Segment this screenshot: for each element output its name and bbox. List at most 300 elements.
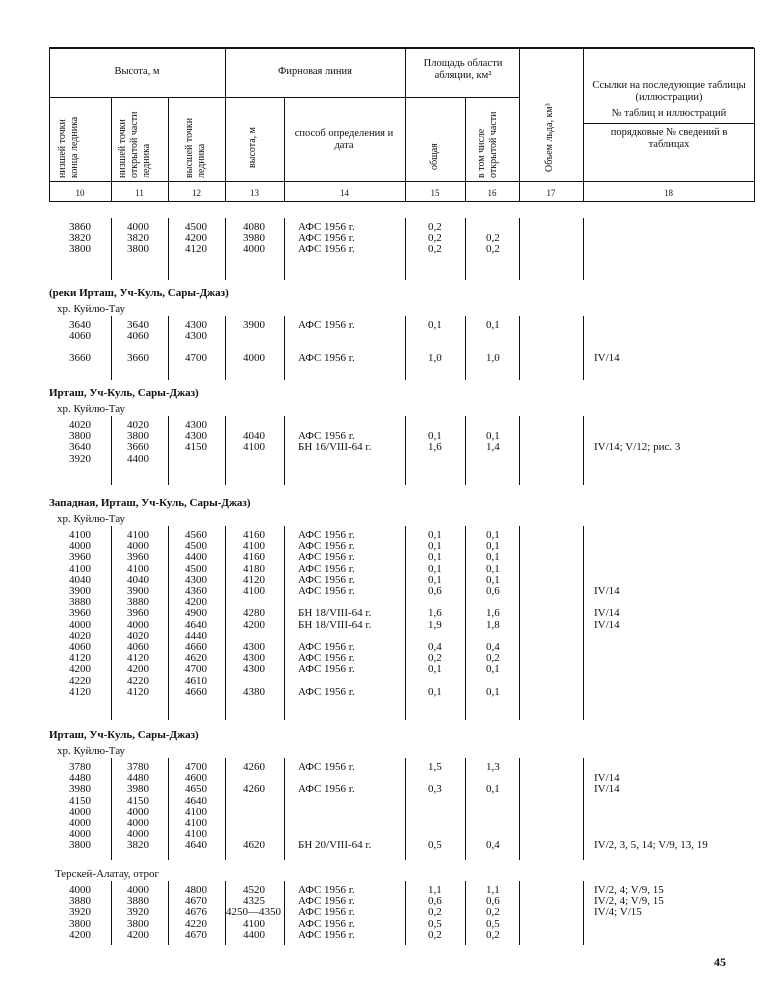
cell-low-open: 4100: [127, 562, 149, 575]
column-rule: [583, 218, 584, 280]
cell-high: 4676: [185, 906, 207, 919]
section-subtitle: Терскей-Алатау, отрог: [55, 868, 160, 880]
cell-low-open: 3780: [127, 761, 149, 773]
cell-ablation-open: 0,4: [486, 839, 500, 852]
cell-references: IV/2, 4; V/9, 15: [594, 884, 664, 896]
cell-low-end: 3880: [69, 596, 91, 609]
ablation-open-header: в том числе открытой части: [476, 111, 499, 178]
cell-low-open: 4020: [127, 419, 149, 431]
cell-firn-method: АФС 1956 г.: [298, 917, 355, 930]
cell-ablation-open: 0,2: [486, 928, 500, 941]
cell-firn-method: АФС 1956 г.: [298, 430, 355, 443]
header-col-divider: [111, 97, 112, 202]
cell-low-open: 3800: [127, 917, 149, 930]
cell-ablation-open: 1,6: [486, 607, 500, 620]
cell-ablation-total: 1,9: [428, 618, 442, 631]
cell-low-open: 4480: [127, 772, 149, 785]
cell-references: IV/14: [594, 607, 620, 620]
cell-ablation-total: 0,2: [428, 221, 442, 233]
cell-high: 4620: [185, 652, 207, 665]
cell-low-end: 4060: [69, 641, 91, 653]
column-rule: [465, 758, 466, 860]
cell-firn-height: 4100: [243, 540, 265, 553]
column-rule: [405, 526, 406, 720]
cell-references: IV/14: [594, 585, 620, 597]
cell-high: 4300: [185, 573, 207, 586]
cell-low-open: 3660: [127, 441, 149, 454]
cell-low-end: 3660: [69, 352, 91, 365]
cell-low-open: 4220: [127, 674, 149, 687]
header-col-divider: [405, 48, 406, 202]
cell-ablation-open: 0,1: [486, 551, 500, 564]
column-rule: [405, 881, 406, 945]
cell-firn-height: 4160: [243, 529, 265, 541]
cell-firn-method: БН 18/VIII-64 г.: [298, 607, 372, 620]
cell-high: 4800: [185, 884, 207, 896]
cell-low-end: 3800: [69, 917, 91, 930]
column-rule: [284, 416, 285, 485]
column-rule: [111, 416, 112, 485]
cell-high: 4640: [185, 839, 207, 852]
column-rule: [405, 316, 406, 380]
cell-firn-method: АФС 1956 г.: [298, 641, 355, 653]
cell-firn-method: АФС 1956 г.: [298, 884, 355, 896]
cell-firn-height: 3980: [243, 232, 265, 245]
cell-firn-method: АФС 1956 г.: [298, 352, 355, 365]
cell-low-end: 3800: [69, 839, 91, 852]
cell-low-end: 4000: [69, 540, 91, 553]
cell-low-end: 4200: [69, 928, 91, 941]
cell-high: 4200: [185, 596, 207, 609]
column-rule: [284, 758, 285, 860]
cell-low-end: 4100: [69, 529, 91, 541]
column-number: 14: [340, 188, 349, 198]
column-rule: [405, 758, 406, 860]
height-group-header: Высота, м: [114, 66, 160, 77]
cell-firn-height: 4300: [243, 652, 265, 665]
column-rule: [225, 316, 226, 380]
cell-firn-height: 4325: [243, 895, 265, 908]
cell-low-end: 3960: [69, 551, 91, 564]
cell-low-end: 4040: [69, 573, 91, 586]
cell-high: 4700: [185, 352, 207, 365]
section-title: Ирташ, Уч-Куль, Сары-Джаз): [49, 729, 199, 741]
column-number: 18: [664, 188, 673, 198]
cell-references: IV/14: [594, 352, 620, 365]
cell-low-end: 4020: [69, 629, 91, 642]
cell-low-end: 3980: [69, 783, 91, 796]
cell-firn-method: АФС 1956 г.: [298, 221, 355, 233]
cell-ablation-open: 0,2: [486, 906, 500, 919]
cell-firn-method: АФС 1956 г.: [298, 529, 355, 541]
column-rule: [583, 526, 584, 720]
cell-low-open: 3960: [127, 607, 149, 620]
column-rule: [284, 526, 285, 720]
cell-high: 4500: [185, 540, 207, 553]
cell-low-open: 4400: [127, 452, 149, 465]
cell-ablation-total: 0,5: [428, 839, 442, 852]
cell-firn-method: АФС 1956 г.: [298, 562, 355, 575]
cell-ablation-total: 0,3: [428, 783, 442, 796]
cell-firn-height: 4100: [243, 441, 265, 454]
cell-firn-method: АФС 1956 г.: [298, 895, 355, 908]
column-rule: [519, 416, 520, 485]
cell-ablation-total: 0,1: [428, 319, 442, 331]
cell-ablation-total: 0,1: [428, 540, 442, 553]
column-rule: [225, 526, 226, 720]
column-rule: [465, 316, 466, 380]
cell-low-open: 4000: [127, 221, 149, 233]
cell-ablation-open: 0,1: [486, 529, 500, 541]
cell-low-end: 4150: [69, 794, 91, 807]
cell-low-end: 3920: [69, 906, 91, 919]
cell-firn-height: 3900: [243, 319, 265, 331]
cell-firn-method: АФС 1956 г.: [298, 906, 355, 919]
column-rule: [583, 316, 584, 380]
cell-high: 4120: [185, 243, 207, 256]
column-rule: [583, 416, 584, 485]
cell-low-open: 3800: [127, 430, 149, 443]
cell-ablation-total: 0,1: [428, 573, 442, 586]
column-number: 13: [250, 188, 259, 198]
cell-references: IV/4; V/15: [594, 906, 642, 919]
column-number: 11: [135, 188, 144, 198]
column-rule: [465, 218, 466, 280]
cell-low-open: 4020: [127, 629, 149, 642]
cell-firn-height: 4040: [243, 430, 265, 443]
cell-ablation-total: 1,5: [428, 761, 442, 773]
cell-ablation-total: 0,1: [428, 562, 442, 575]
cell-ablation-open: 0,1: [486, 663, 500, 676]
cell-ablation-open: 1,4: [486, 441, 500, 454]
cell-firn-height: 4180: [243, 562, 265, 575]
cell-low-open: 3900: [127, 585, 149, 597]
cell-low-end: 4000: [69, 817, 91, 829]
cell-ablation-total: 1,6: [428, 441, 442, 454]
refs-tables-header: № таблиц и иллюстраций: [611, 108, 727, 119]
section-title: Ирташ, Уч-Куль, Сары-Джаз): [49, 387, 199, 399]
cell-low-end: 4200: [69, 663, 91, 676]
cell-ablation-total: 0,1: [428, 551, 442, 564]
cell-ablation-open: 0,5: [486, 917, 500, 930]
cell-low-end: 3640: [69, 441, 91, 454]
column-rule: [111, 881, 112, 945]
column-rule: [168, 881, 169, 945]
cell-ablation-open: 0,1: [486, 573, 500, 586]
cell-low-end: 3960: [69, 607, 91, 620]
cell-high: 4900: [185, 607, 207, 620]
cell-ablation-open: 0,6: [486, 585, 500, 597]
cell-firn-method: АФС 1956 г.: [298, 551, 355, 564]
cell-high: 4200: [185, 232, 207, 245]
refs-group-header: Ссылки на последующие таблицы (иллюстрации): [592, 80, 746, 103]
cell-low-open: 3660: [127, 352, 149, 365]
cell-low-end: 4000: [69, 884, 91, 896]
cell-firn-method: АФС 1956 г.: [298, 783, 355, 796]
cell-high: 4360: [185, 585, 207, 597]
cell-firn-height: 4000: [243, 352, 265, 365]
cell-high: 4150: [185, 441, 207, 454]
cell-low-open: 3880: [127, 596, 149, 609]
cell-high: 4650: [185, 783, 207, 796]
column-rule: [168, 316, 169, 380]
ablation-total-header: общая: [429, 143, 440, 170]
cell-high: 4100: [185, 828, 207, 841]
cell-low-open: 3980: [127, 783, 149, 796]
column-number: 12: [192, 188, 201, 198]
cell-high: 4440: [185, 629, 207, 642]
cell-firn-method: АФС 1956 г.: [298, 761, 355, 773]
cell-firn-method: АФС 1956 г.: [298, 663, 355, 676]
column-rule: [519, 316, 520, 380]
page-number: 45: [714, 955, 726, 969]
cell-low-open: 4120: [127, 652, 149, 665]
cell-references: IV/2, 4; V/9, 15: [594, 895, 664, 908]
cell-references: IV/14: [594, 772, 620, 785]
cell-firn-method: АФС 1956 г.: [298, 540, 355, 553]
column-rule: [519, 526, 520, 720]
cell-low-end: 4120: [69, 652, 91, 665]
cell-high: 4600: [185, 772, 207, 785]
column-rule: [168, 416, 169, 485]
cell-ablation-open: 0,1: [486, 562, 500, 575]
cell-ablation-total: 1,6: [428, 607, 442, 620]
cell-firn-height: 4250—4350: [226, 906, 281, 919]
cell-high: 4400: [185, 551, 207, 564]
header-col-divider: [465, 97, 466, 202]
cell-ablation-total: 0,6: [428, 585, 442, 597]
cell-high: 4500: [185, 562, 207, 575]
cell-low-end: 4120: [69, 685, 91, 698]
cell-high: 4660: [185, 641, 207, 653]
column-rule: [284, 218, 285, 280]
column-rule: [284, 881, 285, 945]
cell-firn-height: 4280: [243, 607, 265, 620]
cell-low-end: 4060: [69, 330, 91, 343]
cell-low-end: 3800: [69, 430, 91, 443]
cell-firn-method: АФС 1956 г.: [298, 243, 355, 256]
column-rule: [583, 881, 584, 945]
header-col-divider: [583, 48, 584, 202]
cell-ablation-total: 0,2: [428, 232, 442, 245]
cell-high: 4670: [185, 928, 207, 941]
header-col-divider: [168, 97, 169, 202]
cell-firn-height: 4380: [243, 685, 265, 698]
cell-low-end: 3800: [69, 243, 91, 256]
column-rule: [284, 316, 285, 380]
cell-high: 4100: [185, 805, 207, 818]
cell-ablation-open: 1,0: [486, 352, 500, 365]
cell-firn-height: 4260: [243, 761, 265, 773]
cell-firn-method: АФС 1956 г.: [298, 585, 355, 597]
cell-firn-height: 4260: [243, 783, 265, 796]
cell-ablation-open: 0,1: [486, 319, 500, 331]
cell-firn-method: АФС 1956 г.: [298, 573, 355, 586]
cell-low-end: 3860: [69, 221, 91, 233]
cell-low-end: 4000: [69, 828, 91, 841]
section-subtitle: хр. Куйлю-Тау: [57, 303, 126, 315]
column-rule: [519, 758, 520, 860]
cell-ablation-total: 0,2: [428, 928, 442, 941]
cell-high: 4300: [185, 419, 207, 431]
low-open-header: низшей точки открытой части ледника: [117, 111, 152, 178]
header-col-divider: [754, 48, 755, 202]
firn-line-header: Фирновая линия: [278, 66, 352, 77]
table-top-rule: [49, 47, 754, 49]
cell-firn-height: 4080: [243, 221, 265, 233]
firn-height-header: высота, м: [247, 126, 258, 168]
cell-low-open: 4000: [127, 618, 149, 631]
column-rule: [465, 416, 466, 485]
cell-low-open: 4040: [127, 573, 149, 586]
cell-high: 4220: [185, 917, 207, 930]
cell-firn-height: 4200: [243, 618, 265, 631]
cell-low-end: 3820: [69, 232, 91, 245]
cell-ablation-total: 0,6: [428, 895, 442, 908]
cell-high: 4640: [185, 794, 207, 807]
cell-high: 4640: [185, 618, 207, 631]
refs-serial-header: порядковые № сведений в таблицах: [610, 127, 728, 150]
cell-low-end: 3880: [69, 895, 91, 908]
cell-low-open: 3880: [127, 895, 149, 908]
header-col-divider: [284, 97, 285, 202]
cell-ablation-total: 0,5: [428, 917, 442, 930]
cell-high: 4700: [185, 663, 207, 676]
cell-ablation-total: 0,1: [428, 430, 442, 443]
cell-firn-height: 4000: [243, 243, 265, 256]
cell-firn-method: БН 18/VIII-64 г.: [298, 618, 372, 631]
section-title: (реки Ирташ, Уч-Куль, Сары-Джаз): [49, 287, 229, 299]
cell-ablation-open: 0,2: [486, 232, 500, 245]
cell-ablation-total: 0,2: [428, 906, 442, 919]
col-number-rule: [49, 201, 754, 202]
cell-low-open: 4100: [127, 529, 149, 541]
cell-ablation-total: 1,1: [428, 884, 442, 896]
cell-low-open: 3920: [127, 906, 149, 919]
column-rule: [465, 881, 466, 945]
cell-low-end: 4020: [69, 419, 91, 431]
cell-low-open: 3820: [127, 232, 149, 245]
section-subtitle: хр. Куйлю-Тау: [57, 403, 126, 415]
column-rule: [111, 316, 112, 380]
column-rule: [168, 758, 169, 860]
cell-references: IV/2, 3, 5, 14; V/9, 13, 19: [594, 839, 708, 852]
column-rule: [519, 881, 520, 945]
cell-low-open: 4000: [127, 805, 149, 818]
cell-firn-height: 4300: [243, 663, 265, 676]
cell-firn-height: 4520: [243, 884, 265, 896]
cell-low-end: 3640: [69, 319, 91, 331]
cell-firn-height: 4400: [243, 928, 265, 941]
cell-ablation-open: 0,1: [486, 430, 500, 443]
section-subtitle: хр. Куйлю-Тау: [57, 513, 126, 525]
cell-ablation-total: 0,2: [428, 652, 442, 665]
cell-high: 4670: [185, 895, 207, 908]
cell-high: 4660: [185, 685, 207, 698]
cell-low-open: 4060: [127, 330, 149, 343]
cell-high: 4300: [185, 330, 207, 343]
cell-high: 4610: [185, 674, 207, 687]
cell-low-open: 4150: [127, 794, 149, 807]
ablation-area-header: Площадь области абляции, км²: [423, 58, 503, 81]
cell-ablation-open: 0,1: [486, 540, 500, 553]
cell-high: 4500: [185, 221, 207, 233]
column-rule: [465, 526, 466, 720]
cell-ablation-total: 0,4: [428, 641, 442, 653]
low-end-header: низшей точки конца ледника: [57, 116, 80, 178]
column-rule: [405, 218, 406, 280]
cell-ablation-open: 0,2: [486, 243, 500, 256]
cell-firn-height: 4160: [243, 551, 265, 564]
cell-high: 4300: [185, 430, 207, 443]
cell-ablation-total: 0,1: [428, 529, 442, 541]
column-rule: [519, 218, 520, 280]
cell-high: 4100: [185, 817, 207, 829]
cell-firn-method: АФС 1956 г.: [298, 928, 355, 941]
cell-low-end: 3780: [69, 761, 91, 773]
ice-volume-header: Объем льда, км³: [544, 103, 555, 172]
cell-firn-height: 4100: [243, 917, 265, 930]
cell-low-open: 3800: [127, 243, 149, 256]
column-rule: [225, 758, 226, 860]
column-rule: [225, 218, 226, 280]
section-subtitle: хр. Куйлю-Тау: [57, 745, 126, 757]
section-title: Западная, Ирташ, Уч-Куль, Сары-Джаз): [49, 497, 251, 509]
cell-ablation-open: 0,1: [486, 783, 500, 796]
cell-high: 4300: [185, 319, 207, 331]
cell-ablation-open: 1,3: [486, 761, 500, 773]
cell-ablation-open: 0,4: [486, 641, 500, 653]
cell-low-open: 4000: [127, 540, 149, 553]
cell-references: IV/14: [594, 618, 620, 631]
cell-firn-height: 4100: [243, 585, 265, 597]
cell-firn-height: 4120: [243, 573, 265, 586]
column-rule: [111, 218, 112, 280]
cell-low-end: 4000: [69, 805, 91, 818]
column-rule: [111, 526, 112, 720]
cell-firn-method: БН 16/VIII-64 г.: [298, 441, 372, 454]
cell-references: IV/14; V/12; рис. 3: [594, 441, 681, 454]
cell-low-open: 4000: [127, 884, 149, 896]
cell-ablation-open: 0,2: [486, 652, 500, 665]
cell-low-open: 3960: [127, 551, 149, 564]
cell-low-open: 4000: [127, 828, 149, 841]
cell-low-open: 3640: [127, 319, 149, 331]
column-rule: [111, 758, 112, 860]
cell-low-open: 4120: [127, 685, 149, 698]
cell-firn-method: АФС 1956 г.: [298, 319, 355, 331]
column-rule: [583, 758, 584, 860]
cell-references: IV/14: [594, 783, 620, 796]
column-rule: [168, 218, 169, 280]
cell-ablation-open: 1,8: [486, 618, 500, 631]
column-rule: [405, 416, 406, 485]
cell-firn-height: 4300: [243, 641, 265, 653]
cell-low-open: 4200: [127, 928, 149, 941]
header-col-divider: [519, 48, 520, 202]
high-point-header: высшей точки ледника: [184, 117, 207, 178]
cell-firn-method: АФС 1956 г.: [298, 685, 355, 698]
cell-high: 4560: [185, 529, 207, 541]
cell-low-end: 4220: [69, 674, 91, 687]
cell-low-end: 4000: [69, 618, 91, 631]
cell-low-open: 4000: [127, 817, 149, 829]
cell-low-open: 3820: [127, 839, 149, 852]
cell-low-open: 4200: [127, 663, 149, 676]
column-rule: [225, 416, 226, 485]
cell-firn-height: 4620: [243, 839, 265, 852]
cell-ablation-open: 0,6: [486, 895, 500, 908]
